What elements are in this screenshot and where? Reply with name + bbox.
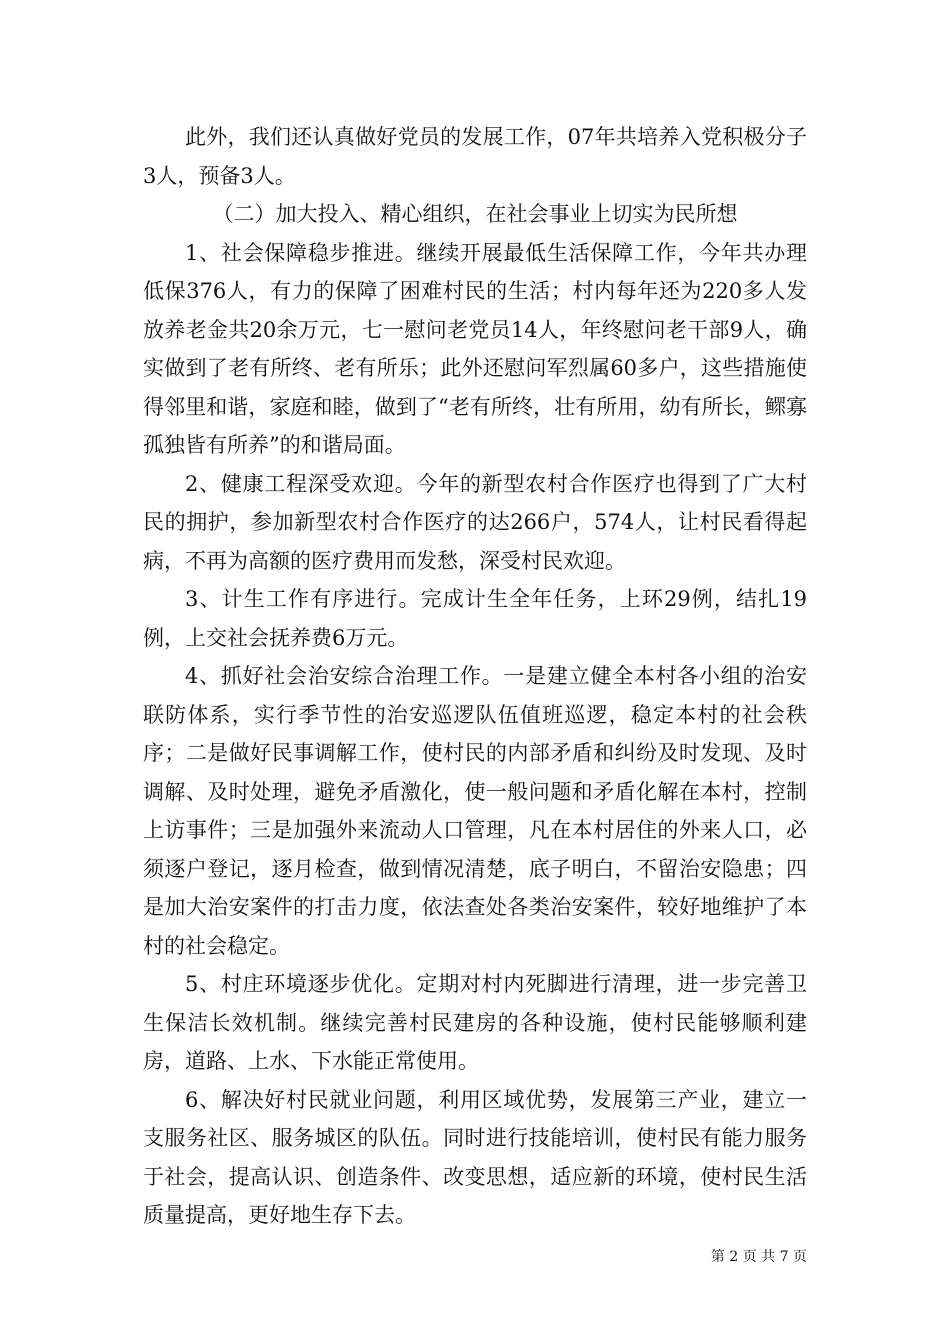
page-number-footer: 第 2 页 共 7 页 xyxy=(710,1249,807,1265)
paragraph-social-security: 1、社会保障稳步推进。继续开展最低生活保障工作，今年共办理低保376人，有力的保障了困难村民的生活；村内每年还为220多人发放养老金共20余万元，七一慰问老党员14人，年终慰问老干部9人，确实做到了老有所终、老有所乐；此外还慰问军烈属60多户，这些措施使得邻里和谐，家庭和睦，做到了“老有所终，壮有所用，幼有所长，鳏寡孤独皆有所养”的和谐局面。 xyxy=(143,240,807,457)
paragraph-village-environment: 5、村庄环境逐步优化。定期对村内死脚进行清理，进一步完善卫生保洁长效机制。继续完善村民建房的各种设施，使村民能够顺利建房，道路、上水、下水能正常使用。 xyxy=(143,972,807,1073)
paragraph-party-development: 此外，我们还认真做好党员的发展工作，07年共培养入党积极分子3人，预备3人。 xyxy=(143,125,807,188)
paragraph-public-security: 4、抓好社会治安综合治理工作。一是建立健全本村各小组的治安联防体系，实行季节性的治安巡逻队伍值班巡逻，稳定本村的社会秩序；二是做好民事调解工作，使村民的内部矛盾和纠纷及时发现、及时调解、及时处理，避免矛盾激化，使一般问题和矛盾化解在本村，控制上访事件；三是加强外来流动人口管理，凡在本村居住的外来人口，必须逐户登记，逐月检查，做到情况清楚，底子明白，不留治安隐患；四是加大治安案件的打击力度，依法查处各类治安案件，较好地维护了本村的社会稳定。 xyxy=(143,664,807,958)
section-heading-social-affairs: （二）加大投入、精心组织，在社会事业上切实为民所想 xyxy=(212,202,738,226)
paragraph-family-planning: 3、计生工作有序进行。完成计生全年任务，上环29例，结扎19例，上交社会抚养费6万元。 xyxy=(143,587,807,650)
paragraph-employment: 6、解决好村民就业问题，利用区域优势，发展第三产业，建立一支服务社区、服务城区的队伍。同时进行技能培训，使村民有能力服务于社会，提高认识、创造条件、改变思想，适应新的环境，使村民生活质量提高，更好地生存下去。 xyxy=(143,1087,807,1227)
paragraph-health-project: 2、健康工程深受欢迎。今年的新型农村合作医疗也得到了广大村民的拥护，参加新型农村合作医疗的达266户，574人，让村民看得起病，不再为高额的医疗费用而发愁，深受村民欢迎。 xyxy=(143,471,807,573)
document-body xyxy=(143,118,807,1235)
